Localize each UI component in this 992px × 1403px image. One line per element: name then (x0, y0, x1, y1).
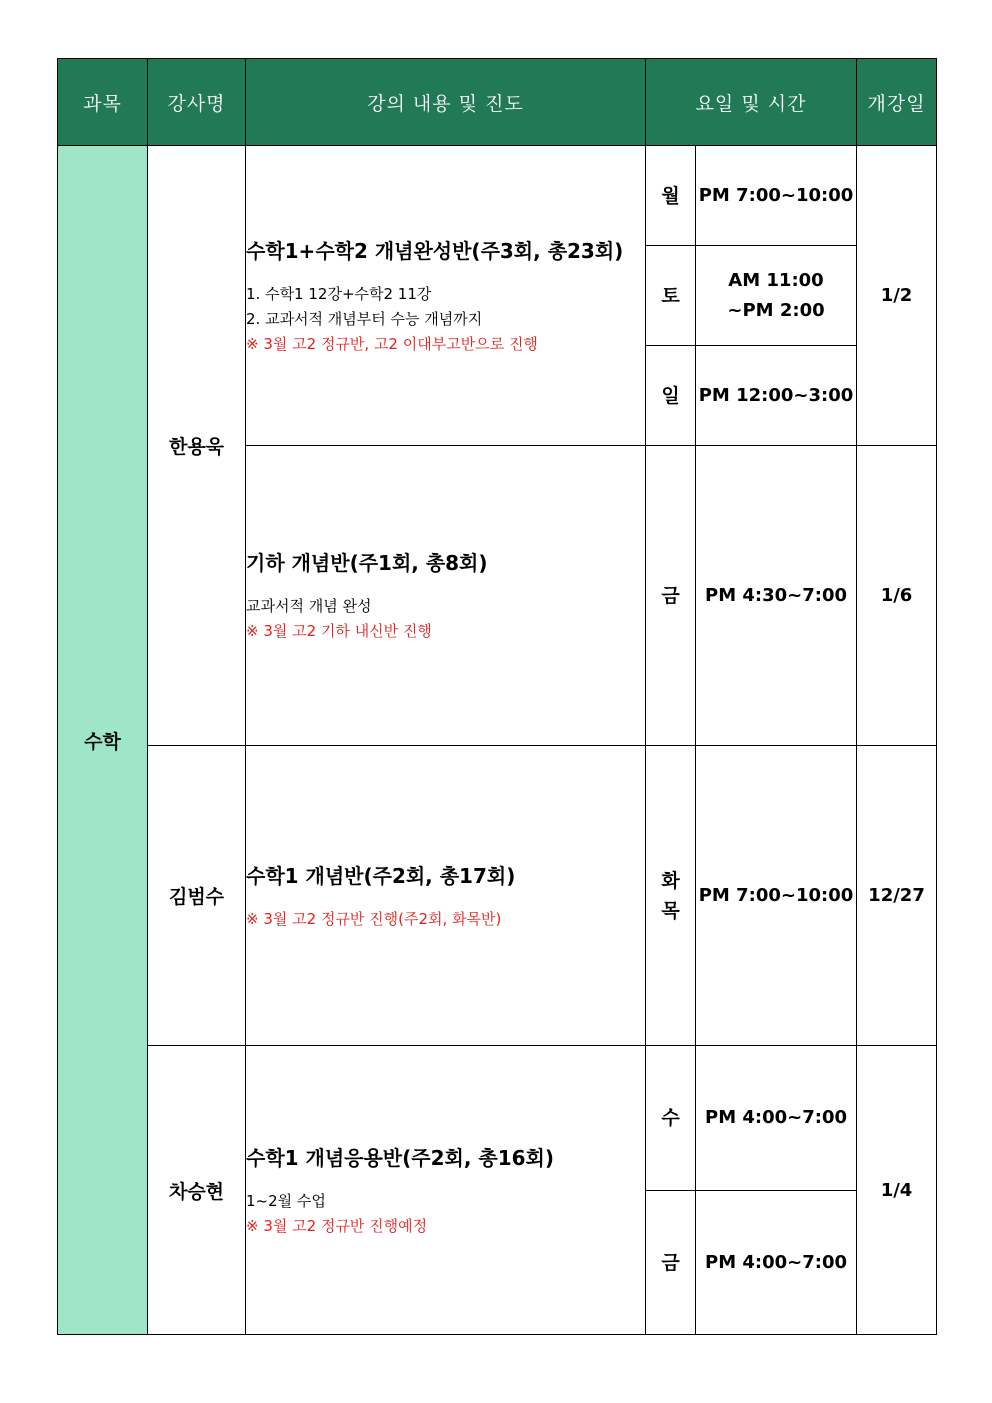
course-description (246, 1189, 645, 1214)
course-note: ※ 3월 고2 정규반 진행예정 (246, 1216, 428, 1235)
description-line: 2. 교과서적 개념부터 수능 개념까지 (246, 309, 483, 328)
day-line: 목 (661, 899, 680, 922)
header-schedule: 요일 및 시간 (646, 59, 857, 146)
course-content-cell (246, 746, 646, 1046)
teacher-cell: 김범수 (148, 746, 246, 1046)
day-cell: 월 (646, 146, 696, 246)
header-subject: 과목 (58, 59, 148, 146)
time-cell: PM 4:00~7:00 (696, 1191, 857, 1335)
day-cell: 금 (646, 446, 696, 746)
course-title: 수학1 개념응용반(주2회, 총16회) (246, 1145, 554, 1170)
header-content: 강의 내용 및 진도 (246, 59, 646, 146)
schedule-table (57, 58, 937, 1335)
day-cell: 일 (646, 346, 696, 446)
time-line: AM 11:00 (728, 269, 824, 291)
time-line: ~PM 2:00 (727, 299, 825, 321)
header-row (58, 59, 937, 146)
time-cell: PM 12:00~3:00 (696, 346, 857, 446)
time-cell: PM 7:00~10:00 (696, 146, 857, 246)
course-content-cell (246, 146, 646, 446)
start-date-cell: 1/2 (857, 146, 937, 446)
time-cell: PM 4:30~7:00 (696, 446, 857, 746)
day-cell (646, 746, 696, 1046)
start-date-cell: 1/4 (857, 1046, 937, 1335)
header-start-date: 개강일 (857, 59, 937, 146)
day-cell: 수 (646, 1046, 696, 1191)
start-date-cell: 1/6 (857, 446, 937, 746)
teacher-cell: 차승현 (148, 1046, 246, 1335)
description-line: 1~2월 수업 (246, 1191, 326, 1210)
course-description (246, 282, 645, 332)
day-cell: 토 (646, 246, 696, 346)
course-note: ※ 3월 고2 기하 내신반 진행 (246, 622, 432, 640)
time-cell (696, 246, 857, 346)
subject-cell: 수학 (58, 146, 148, 1335)
course-description (246, 594, 645, 619)
day-line: 화 (661, 869, 680, 892)
course-content-cell (246, 1046, 646, 1335)
time-cell: PM 4:00~7:00 (696, 1046, 857, 1191)
table-row (58, 146, 937, 246)
course-note: ※ 3월 고2 정규반, 고2 이대부고반으로 진행 (246, 334, 538, 353)
course-title: 수학1 개념반(주2회, 총17회) (246, 863, 516, 888)
start-date-cell: 12/27 (857, 746, 937, 1046)
teacher-cell: 한용욱 (148, 146, 246, 746)
course-title: 기하 개념반(주1회, 총8회) (246, 551, 488, 575)
course-content-cell (246, 446, 646, 746)
course-title: 수학1+수학2 개념완성반(주3회, 총23회) (246, 238, 624, 263)
description-line: 1. 수학1 12강+수학2 11강 (246, 284, 432, 303)
table-row (58, 746, 937, 1046)
header-teacher: 강사명 (148, 59, 246, 146)
day-cell: 금 (646, 1191, 696, 1335)
course-note: ※ 3월 고2 정규반 진행(주2회, 화목반) (246, 909, 502, 928)
table-row (58, 1046, 937, 1191)
time-cell: PM 7:00~10:00 (696, 746, 857, 1046)
description-line: 교과서적 개념 완성 (246, 597, 372, 615)
